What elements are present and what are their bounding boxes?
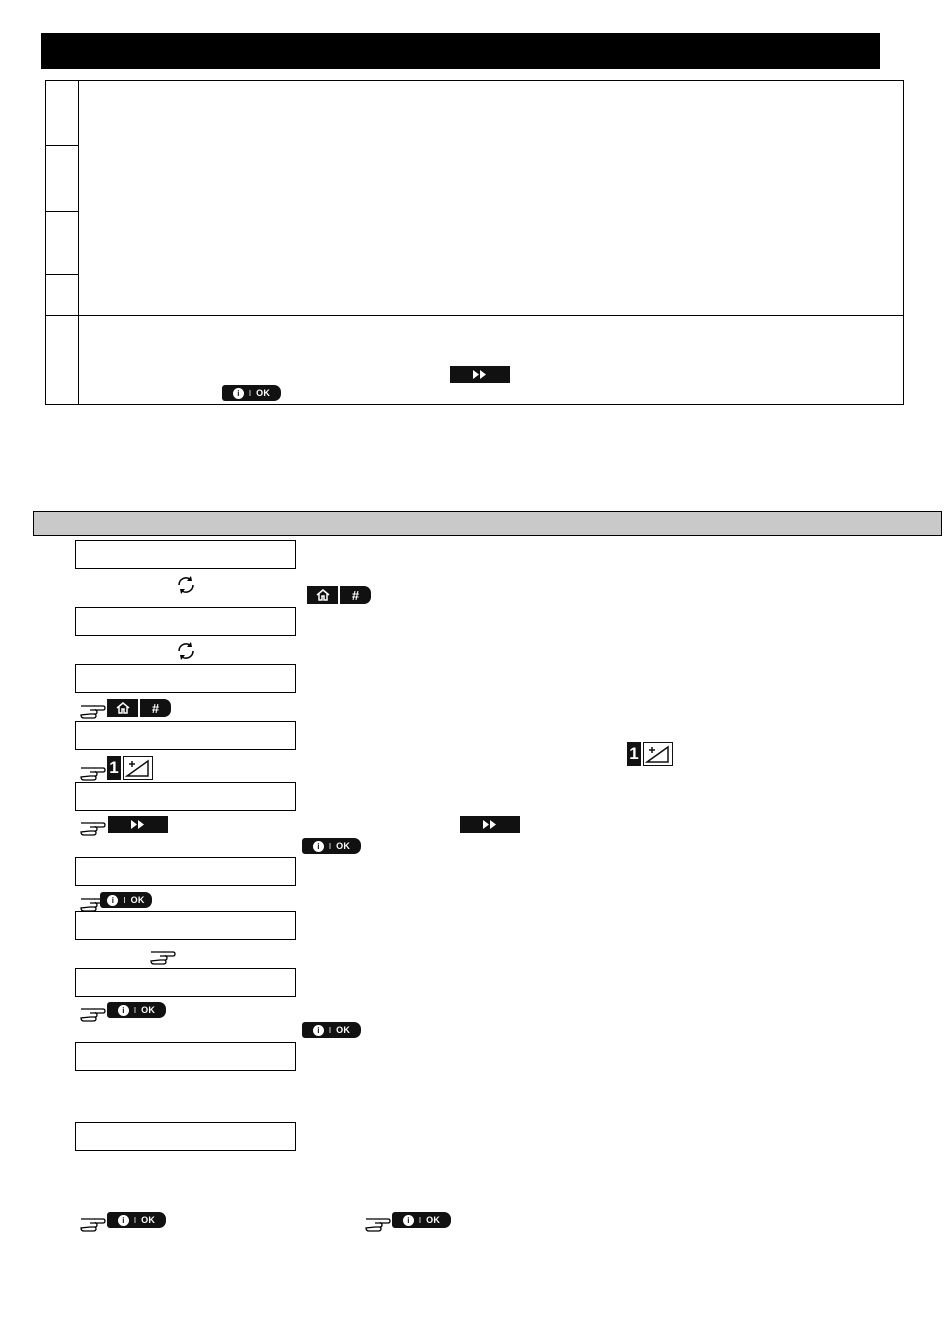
home-hash-key-icon: [307, 586, 371, 604]
title-bar: [41, 33, 880, 69]
info-glyph: i: [107, 895, 118, 906]
info-glyph: i: [118, 1005, 129, 1016]
cycle-arrows-icon: [175, 640, 197, 662]
display-screen-10: [75, 1122, 296, 1151]
ok-label: OK: [336, 1025, 351, 1035]
pointing-hand-icon: [365, 1214, 391, 1232]
display-screen-3: [75, 664, 296, 693]
display-screen-1: [75, 540, 296, 569]
pointing-hand-icon: [80, 1004, 106, 1022]
ok-key-icon: [392, 1212, 451, 1228]
ok-key-icon: [302, 1022, 361, 1038]
edit-glyph-icon: [643, 742, 673, 766]
pointing-hand-icon: [80, 818, 106, 836]
cycle-arrows-icon: [175, 574, 197, 596]
separator-glyph: I: [328, 841, 332, 851]
info-glyph: i: [233, 388, 244, 399]
info-glyph: i: [403, 1215, 414, 1226]
table-row-divider: [45, 315, 904, 316]
ok-label: OK: [426, 1215, 441, 1225]
next-key-icon: [108, 816, 168, 833]
ok-label: OK: [141, 1215, 156, 1225]
table-row-tick: [45, 274, 79, 275]
steps-table: [45, 80, 904, 405]
ok-label: OK: [256, 388, 271, 398]
ok-key-icon: [107, 1002, 166, 1018]
ok-label: OK: [130, 895, 145, 905]
home-icon: [307, 586, 338, 604]
ok-label: OK: [141, 1005, 156, 1015]
home-hash-key-icon: [107, 699, 171, 717]
table-column-divider: [78, 81, 79, 405]
section-header-bar: [33, 511, 942, 536]
pointing-hand-icon: [80, 1214, 106, 1232]
home-icon: [107, 699, 138, 717]
separator-glyph: I: [123, 895, 126, 905]
ok-key-icon: [222, 385, 281, 401]
edit-glyph-icon: [123, 756, 153, 780]
ok-key-icon: [302, 838, 361, 854]
display-screen-4: [75, 721, 296, 750]
display-screen-6: [75, 857, 296, 886]
next-key-icon: [460, 816, 520, 833]
digit-one-glyph: 1: [107, 756, 121, 780]
separator-glyph: I: [418, 1215, 422, 1225]
info-glyph: i: [118, 1215, 129, 1226]
separator-glyph: I: [248, 388, 252, 398]
info-glyph: i: [313, 1025, 324, 1036]
table-row-tick: [45, 145, 79, 146]
display-screen-2: [75, 607, 296, 636]
pointing-hand-icon: [80, 763, 106, 781]
digit-one-glyph: 1: [627, 742, 641, 766]
display-screen-5: [75, 782, 296, 811]
pointing-hand-icon: [150, 947, 176, 965]
ok-label: OK: [336, 841, 351, 851]
display-screen-7: [75, 911, 296, 940]
separator-glyph: I: [328, 1025, 332, 1035]
ok-key-icon: [107, 1212, 166, 1228]
next-key-icon: [450, 366, 510, 383]
info-glyph: i: [313, 841, 324, 852]
display-screen-8: [75, 968, 296, 997]
display-screen-9: [75, 1042, 296, 1071]
digit-one-key-icon: [107, 756, 153, 780]
table-row-tick: [45, 211, 79, 212]
ok-key-icon: [100, 892, 152, 908]
pointing-hand-icon: [80, 701, 106, 719]
separator-glyph: I: [133, 1005, 137, 1015]
hash-icon: #: [340, 586, 371, 604]
separator-glyph: I: [133, 1215, 137, 1225]
digit-one-key-icon: [627, 742, 673, 766]
hash-icon: #: [140, 699, 171, 717]
